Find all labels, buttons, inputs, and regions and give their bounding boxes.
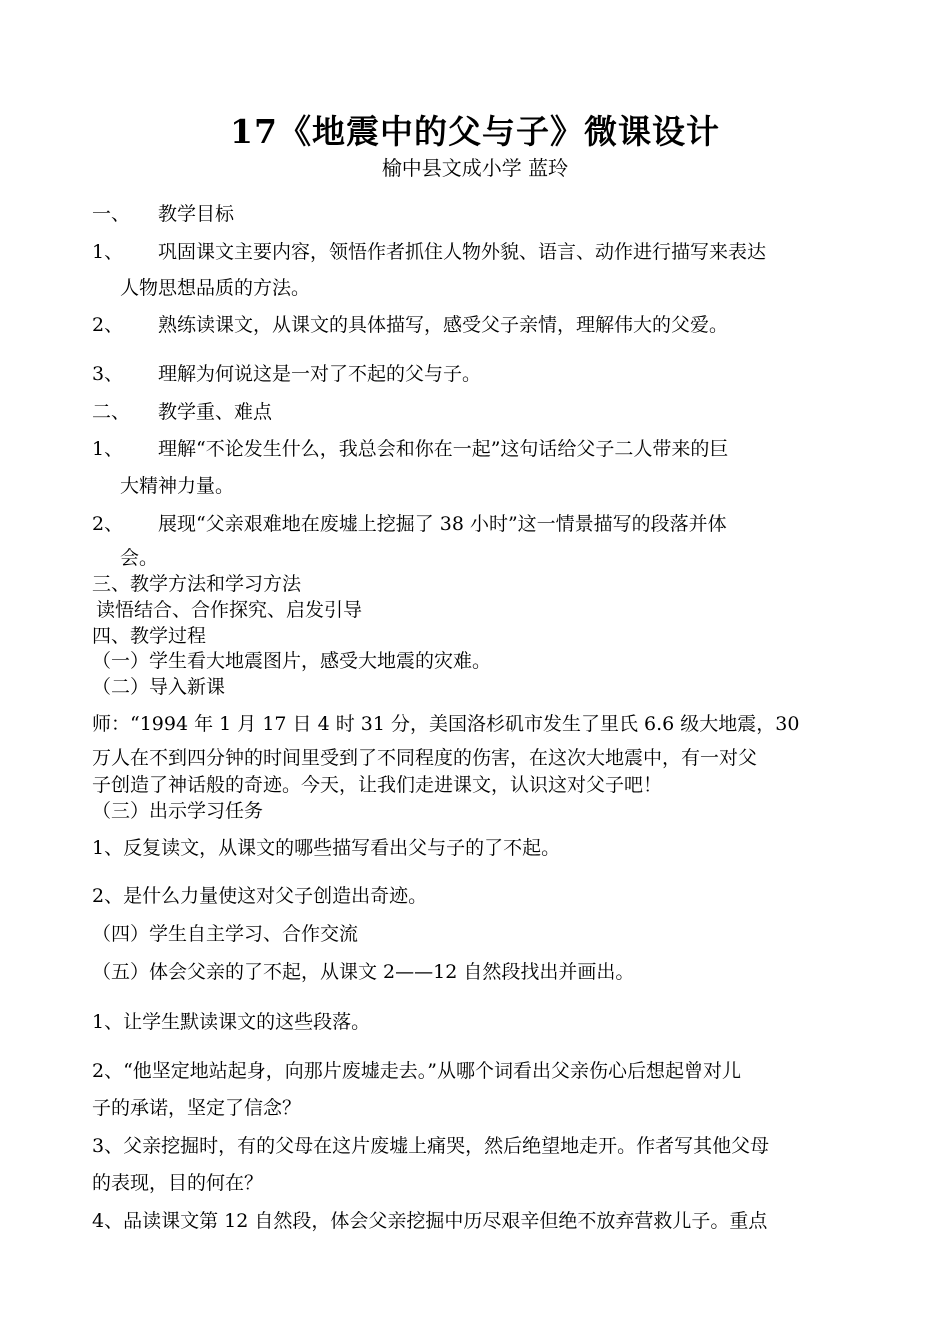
step-5: （五）体会父亲的了不起，从课文 2——12 自然段找出并画出。 (92, 961, 635, 983)
activity-4-line-1: 4、品读课文第 12 自然段，体会父亲挖掘中历尽艰辛但绝不放弃营救儿子。重点 (92, 1210, 768, 1232)
section-3-content: 读悟结合、合作探究、启发引导 (96, 599, 363, 621)
teacher-intro-line-1: 师：“1994 年 1 月 17 日 4 时 31 分，美国洛杉矶市发生了里氏 6.6 级大地震，30 (92, 713, 800, 735)
document-title: 17《地震中的父与子》微课设计 (230, 112, 720, 151)
list-text: 理解“不论发生什么，我总会和你在一起”这句话给父子二人带来的巨 (158, 438, 729, 460)
activity-1: 1、让学生默读课文的这些段落。 (92, 1011, 371, 1033)
step-1: （一）学生看大地震图片，感受大地震的灾难。 (92, 650, 492, 672)
goal-item-1-cont: 人物思想品质的方法。 (120, 277, 311, 299)
key-point-2-cont: 会。 (120, 547, 159, 569)
list-number: 2、 (92, 513, 124, 535)
section-4-heading: 四、教学过程 (92, 625, 207, 647)
list-text: 理解为何说这是一对了不起的父与子。 (158, 363, 482, 385)
list-number: 1、 (92, 241, 124, 263)
list-number: 1、 (92, 438, 124, 460)
list-text: 展现“父亲艰难地在废墟上挖掘了 38 小时”这一情景描写的段落并体 (158, 513, 727, 535)
activity-3-line-2: 的表现，目的何在？ (92, 1172, 264, 1194)
list-number: 2、 (92, 314, 124, 336)
task-2: 2、是什么力量使这对父子创造出奇迹。 (92, 885, 428, 907)
key-point-1-cont: 大精神力量。 (120, 475, 235, 497)
activity-2-line-2: 子的承诺，坚定了信念？ (92, 1097, 302, 1119)
step-4: （四）学生自主学习、合作交流 (92, 923, 359, 945)
task-1: 1、反复读文，从课文的哪些描写看出父与子的了不起。 (92, 837, 561, 859)
activity-2-line-1: 2、“他坚定地站起身，向那片废墟走去。”从哪个词看出父亲伤心后想起曾对儿 (92, 1060, 742, 1082)
section-2-title: 教学重、难点 (158, 401, 273, 423)
section-2-marker: 二、 (92, 401, 131, 423)
step-3: （三）出示学习任务 (92, 800, 264, 822)
section-1-title: 教学目标 (158, 203, 235, 225)
list-text: 巩固课文主要内容，领悟作者抓住人物外貌、语言、动作进行描写来表达 (158, 241, 767, 263)
list-text: 熟练读课文，从课文的具体描写，感受父子亲情，理解伟大的父爱。 (158, 314, 729, 336)
list-number: 3、 (92, 363, 124, 385)
section-1-marker: 一、 (92, 203, 131, 225)
teacher-intro-line-2: 万人在不到四分钟的时间里受到了不同程度的伤害，在这次大地震中，有一对父 (92, 747, 758, 769)
document-author: 榆中县文成小学 蓝玲 (381, 156, 569, 180)
section-3-heading: 三、教学方法和学习方法 (92, 573, 302, 595)
activity-3-line-1: 3、父亲挖掘时，有的父母在这片废墟上痛哭，然后绝望地走开。作者写其他父母 (92, 1135, 770, 1157)
step-2: （二）导入新课 (92, 676, 226, 698)
teacher-intro-line-3: 子创造了神话般的奇迹。今天，让我们走进课文，认识这对父子吧！ (92, 774, 663, 796)
